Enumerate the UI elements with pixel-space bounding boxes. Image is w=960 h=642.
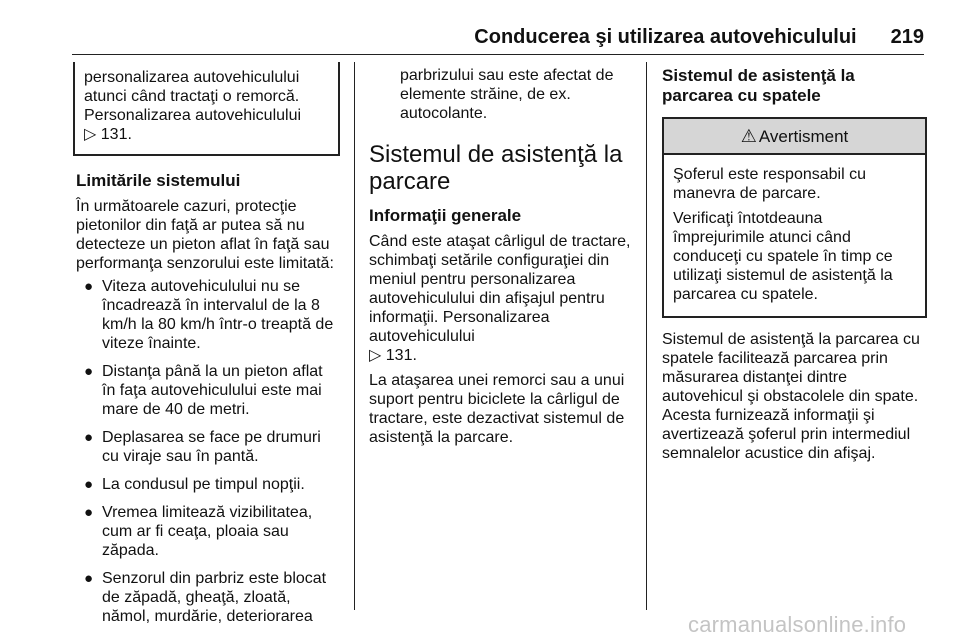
warning-paragraph-2: Verificaţi întotdeauna împrejurimile atunci când conduceţi cu spatele în timp ce utilizaţi sistemul de asistenţă la parcarea cu spatele.: [673, 210, 893, 303]
list-item: ● Vremea limitează vizibilitatea, cum ar fi ceaţa, ploaia sau zăpada.: [84, 504, 313, 559]
warning-box: [662, 117, 927, 318]
column-divider-1: [354, 62, 355, 610]
header-divider: [72, 54, 924, 55]
warning-body: [664, 155, 925, 316]
section-title-limitations: Limitările sistemului: [76, 171, 241, 190]
warning-triangle-icon: ⚠: [740, 125, 757, 146]
watermark: carmanualsonline.info: [688, 612, 907, 637]
bullet-icon: ●: [84, 363, 94, 380]
general-info-paragraph-2: La ataşarea unei remorci sau a unui suport pentru biciclete la cârligul de tractare, este dezactivat sistemul de asistenţă la parcare.: [369, 372, 625, 446]
bullet-icon: ●: [84, 504, 94, 521]
column-3: [662, 62, 927, 463]
continuation-box-text: [84, 68, 329, 144]
column-2: [369, 62, 634, 447]
list-item: ● Distanţa până la un pieton aflat în faţa autovehiculului este mai mare de 40 de metri.: [84, 363, 323, 418]
list-item: ● La condusul pe timpul nopţii.: [84, 476, 305, 493]
page-number: 219: [890, 26, 924, 48]
column-1: [76, 62, 340, 635]
rear-parking-description: Sistemul de asistenţă la parcarea cu spatele facilitează parcarea prin măsurarea distanţei dintre autovehicul şi obstacolele din spate. Acesta furnizează informaţii şi avertizează şoferul prin intermediul semnalelor acustice din afişaj.: [662, 331, 920, 462]
triangle-right-icon: ▷: [369, 347, 382, 364]
section-title-rear-parking: Sistemul de asistenţă la parcarea cu spatele: [662, 66, 855, 105]
column-divider-2: [646, 62, 647, 610]
bullet-icon: ●: [84, 570, 94, 587]
list-item: ● Viteza autovehiculului nu se încadrează în intervalul de la 8 km/h la 80 km/h într-o treaptă de viteze înainte.: [84, 278, 334, 352]
warning-title: Avertisment: [758, 126, 849, 146]
box-ref-page: 131.: [100, 126, 132, 143]
bullet-icon: ●: [84, 429, 94, 446]
bullet-continuation: parbrizului sau este afectat de elemente străine, de ex. autocolante.: [400, 67, 614, 122]
limitations-list: [76, 277, 340, 626]
list-item: ● Senzorul din parbriz este blocat de zăpadă, gheaţă, zloată, nămol, murdărie, deteriorarea: [84, 570, 327, 625]
page-header-title: Conducerea şi utilizarea autovehiculului: [474, 26, 857, 48]
limitations-intro: În următoarele cazuri, protecţie pietonilor din faţă ar putea să nu detecteze un pieton aflat în faţă sau performanţa senzorului este limitată:: [76, 198, 334, 272]
warning-header: [664, 119, 925, 155]
triangle-right-icon: ▷: [84, 126, 97, 143]
sub-section-title: Informaţii generale: [369, 206, 522, 225]
bullet-icon: ●: [84, 278, 94, 295]
box-text: personalizarea autovehiculului atunci când tractaţi o remorcă. Personalizarea autovehiculului: [84, 69, 302, 124]
main-section-title: Sistemul de asistenţă la parcare: [369, 141, 623, 195]
page-header: [72, 26, 924, 49]
bullet-icon: ●: [84, 476, 94, 493]
general-info-paragraph-1: Când este ataşat cârligul de tractare, schimbaţi setările configuraţiei din meniul pentru personalizarea autovehiculului din afişajul pentru informaţii. Personalizarea autovehiculului ▷ 131.: [369, 233, 631, 364]
cross-reference[interactable]: [84, 126, 132, 143]
continuation-box: [73, 62, 340, 156]
warning-paragraph-1: Şoferul este responsabil cu manevra de parcare.: [673, 166, 866, 202]
list-item: ● Deplasarea se face pe drumuri cu viraje sau în pantă.: [84, 429, 321, 465]
cross-reference[interactable]: ▷ 131.: [369, 347, 417, 364]
